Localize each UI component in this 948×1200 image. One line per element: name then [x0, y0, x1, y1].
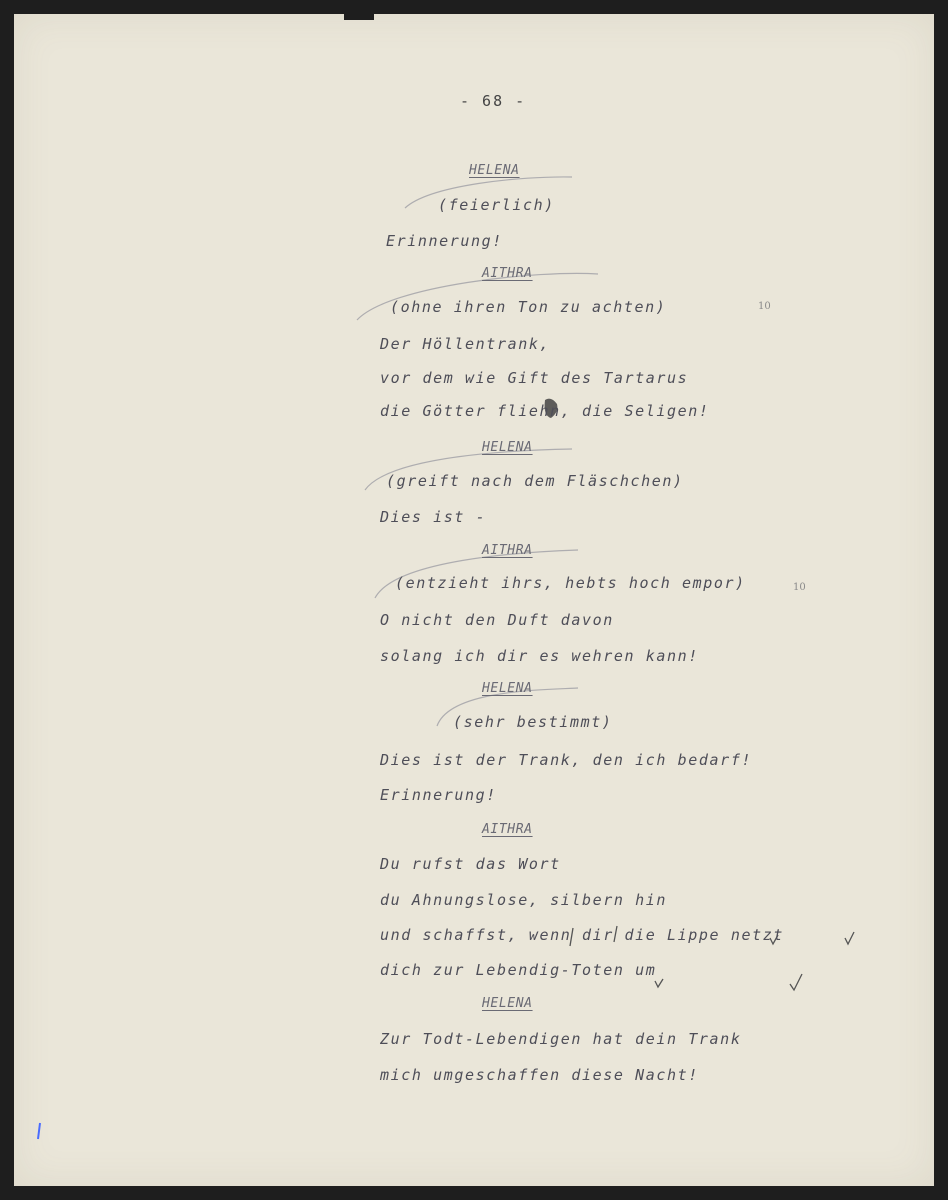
speaker-helena: HELENA: [469, 163, 520, 178]
verse-line: Der Höllentrank,: [380, 335, 551, 353]
stage-direction: (feierlich): [438, 196, 555, 214]
verse-line: Dies ist -: [380, 508, 487, 526]
verse-line: Erinnerung!: [386, 232, 503, 250]
check-mark: [655, 979, 663, 987]
verse-line: O nicht den Duft davon: [380, 611, 614, 629]
verse-line: und schaffst, wenn dir die Lippe netzt: [380, 926, 784, 944]
verse-line: mich umgeschaffen diese Nacht!: [380, 1066, 699, 1084]
verse-line: solang ich dir es wehren kann!: [380, 647, 699, 665]
speaker-helena: HELENA: [482, 440, 533, 455]
speaker-aithra: AITHRA: [482, 266, 533, 281]
verse-line: du Ahnungslose, silbern hin: [380, 891, 668, 909]
check-mark: [790, 974, 802, 990]
speaker-aithra: AITHRA: [482, 543, 533, 558]
speaker-helena: HELENA: [482, 996, 533, 1011]
stage-direction: (greift nach dem Fläschchen): [386, 472, 684, 490]
verse-line: Dies ist der Trank, den ich bedarf!: [380, 751, 753, 769]
page-number: - 68 -: [460, 92, 527, 110]
margin-mark: 10: [793, 582, 806, 593]
verse-line: Zur Todt-Lebendigen hat dein Trank: [380, 1030, 742, 1048]
stage-direction: (sehr bestimmt): [453, 713, 613, 731]
speaker-aithra: AITHRA: [482, 822, 533, 837]
check-mark: [845, 932, 854, 944]
verse-line: die Götter fliehn, die Seligen!: [380, 402, 710, 420]
verse-line: dich zur Lebendig-Toten um: [380, 961, 657, 979]
speaker-helena: HELENA: [482, 681, 533, 696]
margin-mark: 10: [758, 301, 771, 312]
blue-margin-mark: [38, 1123, 40, 1139]
verse-line: Du rufst das Wort: [380, 855, 561, 873]
verse-line: vor dem wie Gift des Tartarus: [380, 369, 689, 387]
stage-direction: (ohne ihren Ton zu achten): [390, 298, 667, 316]
verse-line: Erinnerung!: [380, 786, 497, 804]
stage-direction: (entzieht ihrs, hebts hoch empor): [395, 574, 746, 592]
